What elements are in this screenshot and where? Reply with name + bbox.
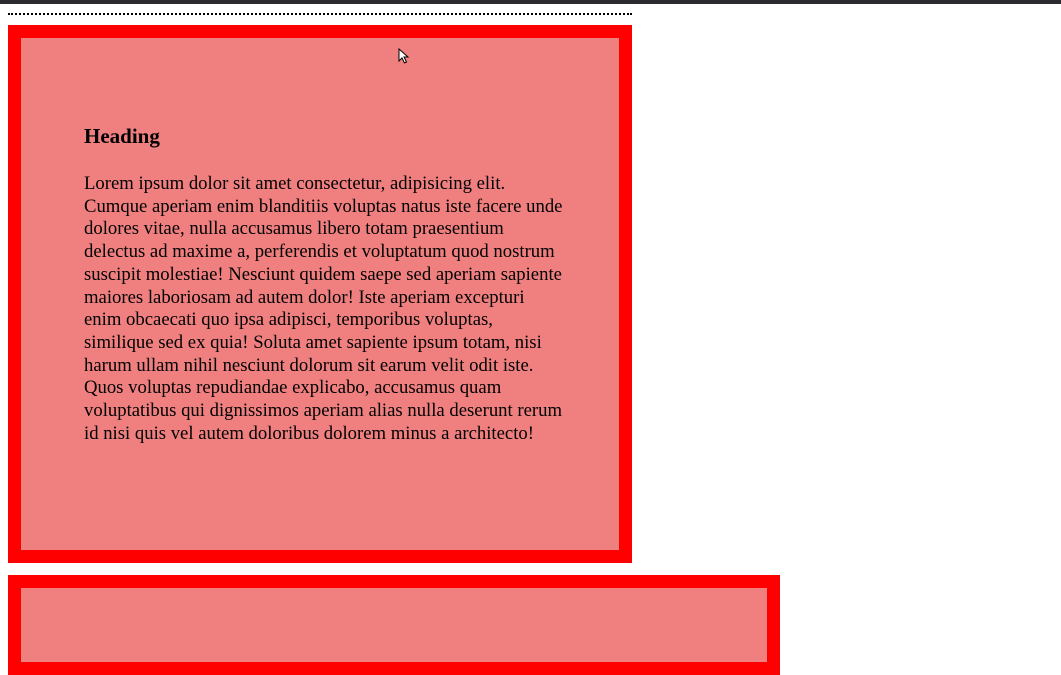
content-box <box>8 25 632 563</box>
dotted-divider <box>8 13 632 15</box>
box-content <box>84 123 564 445</box>
box-paragraph: Lorem ipsum dolor sit amet consectetur, adipisicing elit. Cumque aperiam enim blanditiis voluptas natus iste facere unde dolores vitae, nulla accusamus libero totam praesentium delectus ad maxime a, perferendis et voluptatum quod nostrum suscipit molestiae! Nesciunt quidem saepe sed aperiam sapiente maiores laboriosam ad autem dolor! Iste aperiam excepturi enim obcaecati quo ipsa adipisci, temporibus voluptas, similique sed ex quia! Soluta amet sapiente ipsum totam, nisi harum ullam nihil nesciunt dolorum sit earum velit odit iste. Quos voluptas repudiandae explicabo, accusamus quam voluptatibus qui dignissimos aperiam alias nulla deserunt rerum id nisi quis vel autem doloribus dolorem minus a architecto! <box>84 173 563 444</box>
box-heading: Heading <box>84 124 160 148</box>
second-content-box <box>8 575 780 675</box>
mouse-pointer-icon <box>398 48 410 64</box>
browser-top-strip <box>0 0 1061 4</box>
